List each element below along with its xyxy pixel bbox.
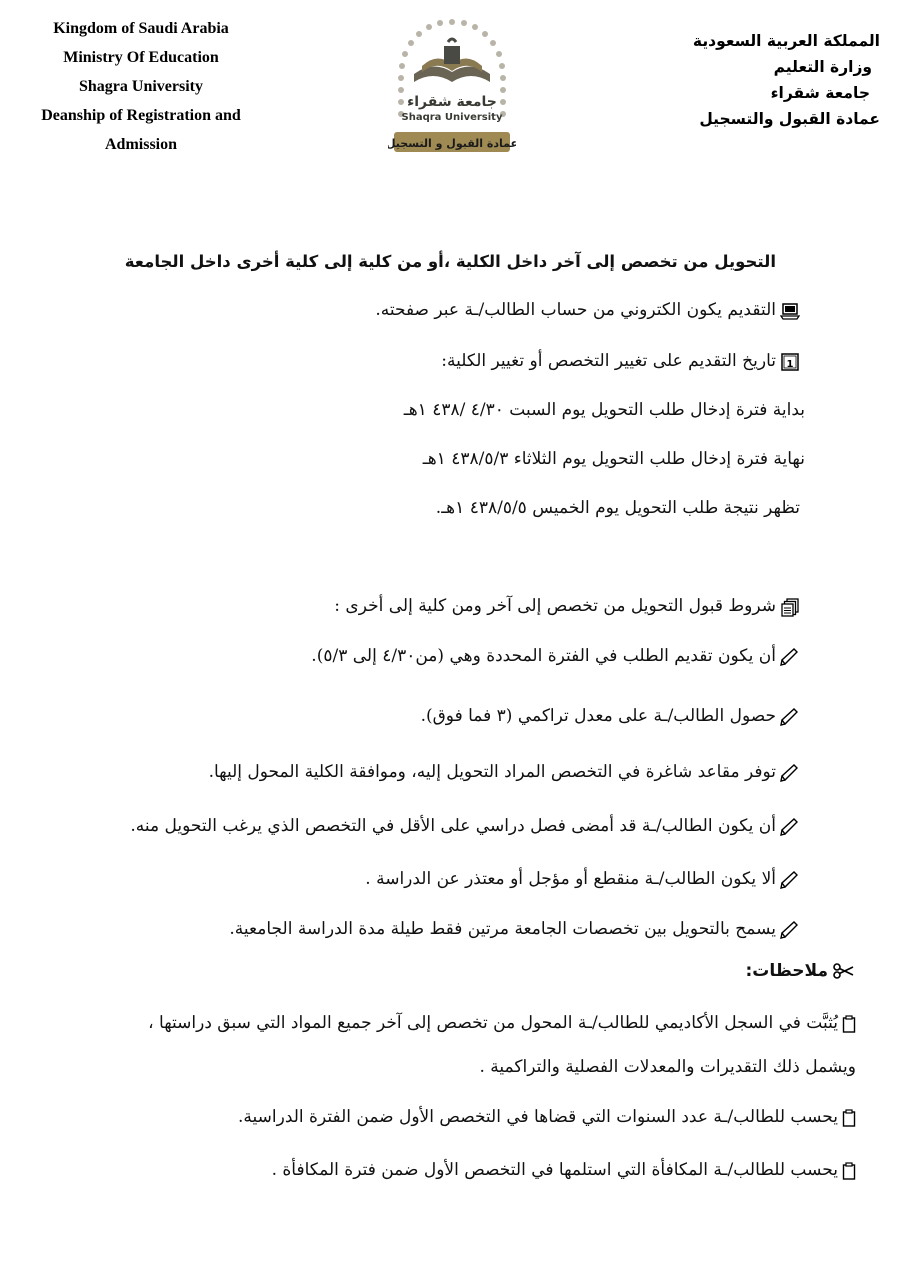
notes-heading-text: ملاحظات: xyxy=(745,961,828,981)
pencil-check-icon xyxy=(780,708,800,726)
condition-text: يسمح بالتحويل بين تخصصات الجامعة مرتين فقط طيلة مدة الدراسة الجامعية. xyxy=(229,919,776,939)
condition-text: حصول الطالب/ـة على معدل تراكمي (٣ فما فوق). xyxy=(420,706,776,726)
condition-item xyxy=(130,816,800,836)
pencil-check-icon xyxy=(780,648,800,666)
logo-emblem-icon xyxy=(388,16,516,158)
conditions-heading xyxy=(334,596,800,617)
application-start-date: بداية فترة إدخال طلب التحويل يوم السبت ٤/٣٠ /٤٣٨ ١هـ xyxy=(403,400,805,420)
note-text: يُثبَّت في السجل الأكاديمي للطالب/ـة المحول من تخصص إلى آخر جميع المواد التي سبق دراستها ، xyxy=(148,1013,838,1033)
header-ar-line-1: المملكة العربية السعودية xyxy=(692,32,880,50)
svg-text:عمادة القبول و التسجيل: عمادة القبول و التسجيل xyxy=(388,137,516,150)
arabic-header xyxy=(693,28,880,132)
condition-text: توفر مقاعد شاغرة في التخصص المراد التحويل إليه، وموافقة الكلية المحول إليها. xyxy=(208,762,776,782)
condition-item xyxy=(209,762,800,782)
note-item xyxy=(272,1160,856,1180)
svg-text:جامعة شقراء: جامعة شقراء xyxy=(407,94,497,110)
pencil-check-icon xyxy=(780,921,800,939)
pencil-check-icon xyxy=(780,871,800,889)
scissors-icon xyxy=(832,963,854,979)
application-dates-heading-text: تاريخ التقديم على تغيير التخصص أو تغيير الكلية: xyxy=(441,351,776,371)
header-en-line-4: Deanship of Registration and Admission xyxy=(41,107,241,153)
note-text: يحسب للطالب/ـة المكافأة التي استلمها في التخصص الأول ضمن فترة المكافأة . xyxy=(271,1160,838,1180)
svg-text:1: 1 xyxy=(786,358,794,370)
condition-item xyxy=(365,869,800,889)
condition-item xyxy=(421,706,800,726)
note-continuation: ويشمل ذلك التقديرات والمعدلات الفصلية والتراكمية . xyxy=(479,1057,856,1077)
condition-item xyxy=(229,919,800,939)
condition-text: أن يكون الطالب/ـة قد أمضى فصل دراسي على الأقل في التخصص الذي يرغب التحويل منه. xyxy=(130,816,776,836)
svg-text:Shaqra University: Shaqra University xyxy=(401,112,503,123)
header-ar-line-4: عمادة القبول والتسجيل xyxy=(699,110,880,128)
header-en-line-1: Kingdom of Saudi Arabia xyxy=(53,20,229,37)
conditions-heading-text: شروط قبول التحويل من تخصص إلى آخر ومن كلية إلى أخرى : xyxy=(334,596,776,616)
note-item xyxy=(148,1013,856,1033)
university-logo xyxy=(388,16,516,158)
application-electronic xyxy=(375,300,800,320)
header-ar-line-3: جامعة شقراء xyxy=(770,84,870,102)
clipboard-icon xyxy=(842,1109,856,1127)
clipboard-icon xyxy=(842,1015,856,1033)
application-dates-heading xyxy=(441,351,800,372)
clipboard-icon xyxy=(842,1162,856,1180)
laptop-icon xyxy=(780,302,800,320)
calendar-icon xyxy=(780,352,800,372)
condition-item xyxy=(311,646,800,666)
header-ar-line-2: وزارة التعليم xyxy=(773,58,872,76)
pencil-check-icon xyxy=(780,818,800,836)
condition-text: أن يكون تقديم الطلب في الفترة المحددة وهي (من٤/٣٠ إلى ٥/٣). xyxy=(311,646,776,666)
header-en-line-3: Shagra University xyxy=(79,78,203,95)
english-header xyxy=(6,14,276,159)
application-end-date: نهاية فترة إدخال طلب التحويل يوم الثلاثاء ٤٣٨/٥/٣ ١هـ xyxy=(422,449,805,469)
application-electronic-text: التقديم يكون الكتروني من حساب الطالب/ـة عبر صفحته. xyxy=(375,300,776,320)
note-item xyxy=(238,1107,856,1127)
application-result-date: تظهر نتيجة طلب التحويل يوم الخميس ٤٣٨/٥/٥ ١هـ. xyxy=(435,498,800,518)
condition-text: ألا يكون الطالب/ـة منقطع أو مؤجل أو معتذر عن الدراسة . xyxy=(365,869,776,889)
header-en-line-2: Ministry Of Education xyxy=(63,49,219,66)
notes-heading xyxy=(745,961,854,981)
pencil-check-icon xyxy=(780,764,800,782)
page-title: التحويل من تخصص إلى آخر داخل الكلية ،أو من كلية إلى كلية أخرى داخل الجامعة xyxy=(124,252,776,271)
note-text: يحسب للطالب/ـة عدد السنوات التي قضاها في التخصص الأول ضمن الفترة الدراسية. xyxy=(238,1107,838,1127)
documents-icon xyxy=(780,597,800,617)
